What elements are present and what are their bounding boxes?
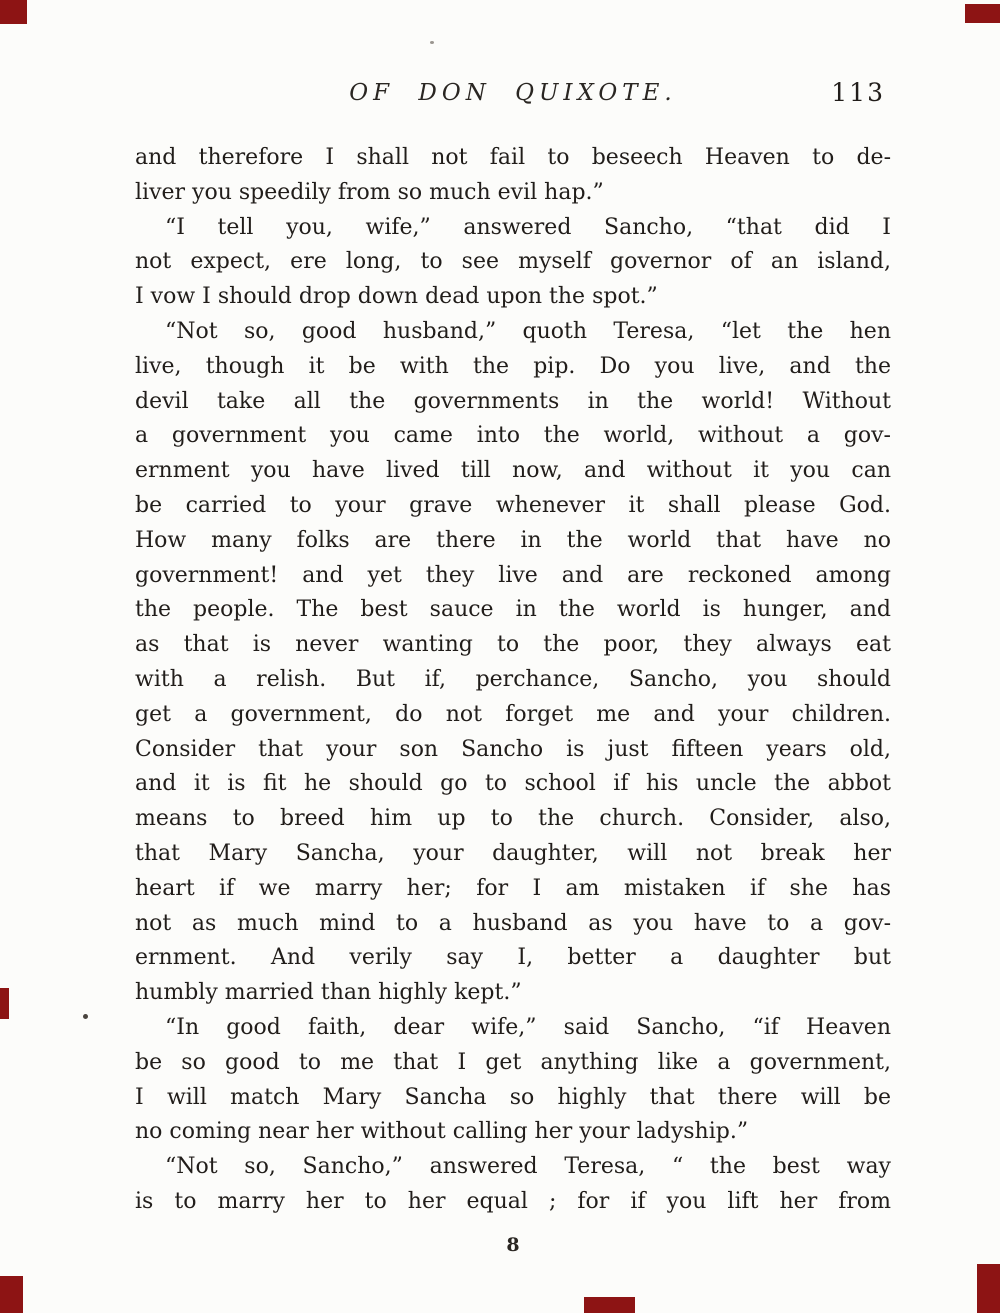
text-line: no coming near her without calling her your ladyship.” (135, 1119, 749, 1145)
text-line: How many folks are there in the world that have no (135, 527, 891, 553)
paragraph (135, 1011, 891, 1150)
text-line: that Mary Sancha, your daughter, will not break her (135, 840, 891, 866)
scan-mark-bottom-right (977, 1264, 1000, 1313)
text-line: be so good to me that I get anything like a government, (135, 1049, 891, 1075)
text-line: not as much mind to a husband as you have to a gov- (135, 910, 891, 936)
signature-mark: 8 (506, 1234, 520, 1256)
paper-speck (430, 41, 434, 44)
text-line: means to breed him up to the church. Consider, also, (135, 806, 891, 832)
text-line: I vow I should drop down dead upon the spot.” (135, 284, 658, 310)
text-line: get a government, do not forget me and your children. (135, 701, 891, 727)
text-line: and it is fit he should go to school if his uncle the abbot (135, 771, 891, 797)
paper-speck (83, 1014, 88, 1019)
text-line: devil take all the governments in the world! Without (135, 388, 891, 414)
text-line: Consider that your son Sancho is just fifteen years old, (135, 736, 891, 762)
text-line: with a relish. But if, perchance, Sancho, you should (135, 666, 891, 692)
text-line: liver you speedily from so much evil hap.” (135, 179, 604, 205)
text-line: the people. The best sauce in the world is hunger, and (135, 597, 891, 623)
scan-mark-top-left (0, 0, 27, 24)
paragraph (135, 141, 891, 211)
scan-mark-left-edge (0, 988, 9, 1019)
text-line: I will match Mary Sancha so highly that there will be (135, 1084, 891, 1110)
text-line: “I tell you, wife,” answered Sancho, “that did I (165, 214, 891, 240)
page-body-text (135, 141, 891, 1220)
running-header-title: OF DON QUIXOTE. (349, 80, 677, 106)
page-number: 113 (831, 78, 885, 107)
page-header (135, 80, 891, 114)
paragraph (135, 211, 891, 315)
text-line: “Not so, Sancho,” answered Teresa, “ the best way (165, 1154, 891, 1180)
text-line: not expect, ere long, to see myself governor of an island, (135, 249, 891, 275)
scan-mark-top-right (965, 4, 1000, 23)
text-line: heart if we marry her; for I am mistaken if she has (135, 875, 891, 901)
text-line: government! and yet they live and are reckoned among (135, 562, 891, 588)
text-line: and therefore I shall not fail to beseech Heaven to de- (135, 145, 891, 170)
scan-mark-bottom-left (0, 1276, 23, 1313)
text-line: be carried to your grave whenever it shall please God. (135, 492, 891, 518)
text-line: “In good faith, dear wife,” said Sancho, “if Heaven (165, 1014, 891, 1040)
paragraph (135, 1150, 891, 1220)
text-line: a government you came into the world, without a gov- (135, 423, 891, 449)
text-line: “Not so, good husband,” quoth Teresa, “let the hen (165, 318, 891, 344)
text-line: ernment you have lived till now, and without it you can (135, 458, 891, 484)
text-line: humbly married than highly kept.” (135, 980, 522, 1006)
text-line: ernment. And verily say I, better a daughter but (135, 945, 891, 971)
text-line: live, though it be with the pip. Do you live, and the (135, 353, 891, 379)
paragraph (135, 315, 891, 1011)
text-line: as that is never wanting to the poor, they always eat (135, 632, 891, 658)
scan-mark-bottom-center (584, 1297, 635, 1313)
text-line: is to marry her to her equal ; for if you lift her from (135, 1188, 891, 1214)
